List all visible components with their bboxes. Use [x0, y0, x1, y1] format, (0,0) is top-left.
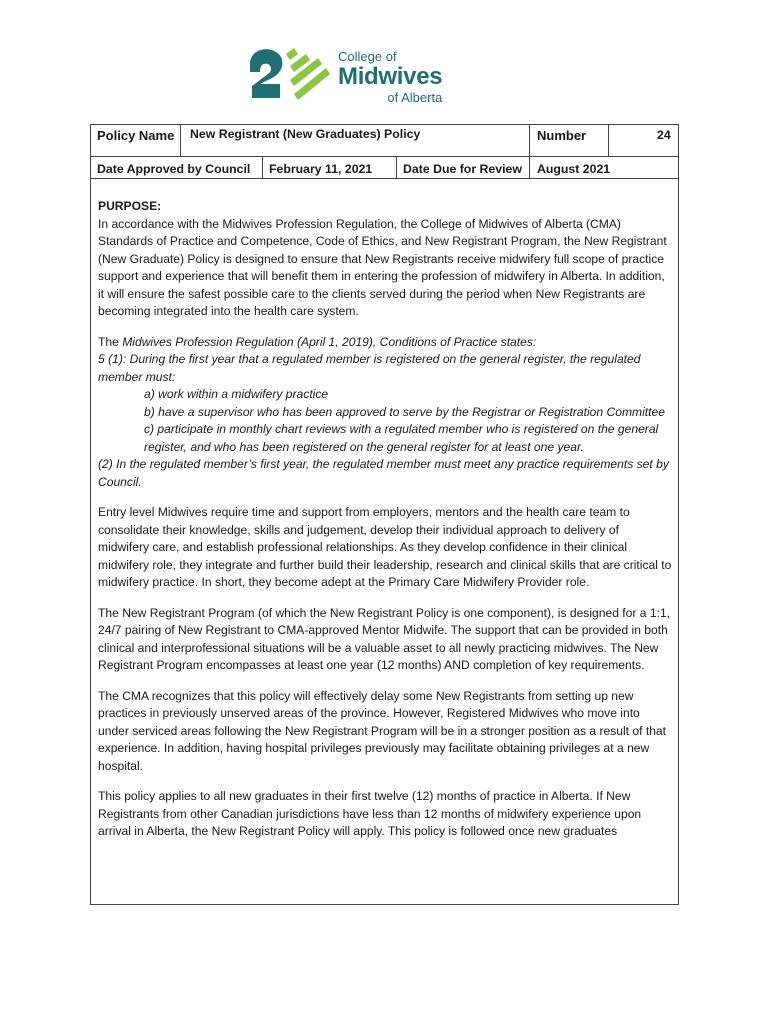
logo-line-of-alberta: of Alberta — [387, 90, 443, 105]
regulation-section — [98, 334, 672, 492]
grid-line — [262, 156, 263, 178]
policy-name-value: New Registrant (New Graduates) Policy — [190, 127, 421, 141]
grid-line — [529, 125, 530, 178]
logo-line-midwives: Midwives — [338, 63, 443, 90]
regulation-item-c: c) participate in monthly chart reviews with a regulated member who is registered on the general register, and who has been registered on the general register for at least one year. — [144, 422, 659, 454]
purpose-paragraph-1: In accordance with the Midwives Profession Regulation, the College of Midwives of Alberta (CMA) Standards of Practice and Competence, Code of Ethics, and New Registrant Program, the New Registrant (New Graduate) Policy is designed to ensure that New Registrants receive midwifery full scope of practice support and experience that will benefit them in entering the profession of midwifery in Alberta. In addition, it will ensure the safest possible care to the clients served during the period when New Registrants are becoming integrated into the health care system. — [98, 216, 667, 318]
logo-mark-icon — [246, 44, 334, 110]
policy-name-label: Policy Name — [97, 128, 175, 143]
date-due-label: Date Due for Review — [403, 162, 522, 176]
date-approved-value: February 11, 2021 — [269, 162, 373, 176]
grid-line — [180, 125, 181, 156]
purpose-paragraph-5: The CMA recognizes that this policy will effectively delay some New Registrants from setting up new practices in previously unserved areas of the province. However, Registered Midwives who move into under serviced areas following the New Registrant Program will be in a stronger position as a result of that experience. In addition, having hospital privileges previously may facilitate obtaining privileges at a new hospital. — [98, 688, 667, 773]
grid-line — [396, 156, 397, 178]
purpose-paragraph-4: The New Registrant Program (of which the New Registrant Policy is one component), is designed for a 1:1, 24/7 pairing of New Registrant to CMA-approved Mentor Midwife. The support that can be provided in both clinical and interprofessional situations will be a valuable asset to all newly practicing midwives. The New Registrant Program encompasses at least one year (12 months) AND completion of key requirements. — [98, 605, 671, 672]
number-value: 24 — [657, 128, 671, 142]
regulation-2: (2) In the regulated member’s first year, the regulated member must meet any practice requirements set by Council. — [98, 457, 669, 489]
college-logo — [246, 44, 476, 114]
regulation-item-a: a) work within a midwifery practice — [144, 387, 329, 401]
purpose-section — [98, 198, 672, 321]
purpose-paragraph-3: Entry level Midwives require time and support from employers, mentors and the health care team to consolidate their knowledge, skills and judgement, develop their individual approach to delivery of midwifery care, and establish professional relationships. As they develop confidence in their clinical midwifery role, they integrate and further build their leadership, research and clinical skills that are critical to midwifery practice. In short, they become adept at the Primary Care Midwifery Provider role. — [98, 505, 672, 589]
logo-line-college-of: College of — [338, 49, 397, 64]
policy-body — [98, 198, 672, 854]
date-approved-label: Date Approved by Council — [97, 162, 251, 176]
date-due-value: August 2021 — [537, 162, 611, 176]
policy-document-frame — [90, 124, 679, 905]
grid-line — [608, 125, 609, 156]
number-label: Number — [537, 128, 587, 143]
regulation-item-b: b) have a supervisor who has been approved to serve by the Registrar or Registration Committee — [144, 404, 665, 419]
grid-line — [91, 156, 678, 157]
purpose-heading: PURPOSE: — [98, 199, 162, 213]
purpose-paragraph-6: This policy applies to all new graduates in their first twelve (12) months of practice in Alberta. If New Registrants from other Canadian jurisdictions have less than 12 months of midwifery experience upon arrival in Alberta, the New Registrant Policy will apply. This policy is followed once new graduates — [98, 789, 642, 838]
regulation-5-1: 5 (1): During the first year that a regulated member is registered on the general register, the regulated member must: — [98, 352, 641, 384]
regulation-prefix: The — [98, 334, 123, 349]
regulation-intro: Midwives Profession Regulation (April 1, 2019), Conditions of Practice states: — [122, 334, 537, 349]
grid-line — [91, 178, 678, 179]
